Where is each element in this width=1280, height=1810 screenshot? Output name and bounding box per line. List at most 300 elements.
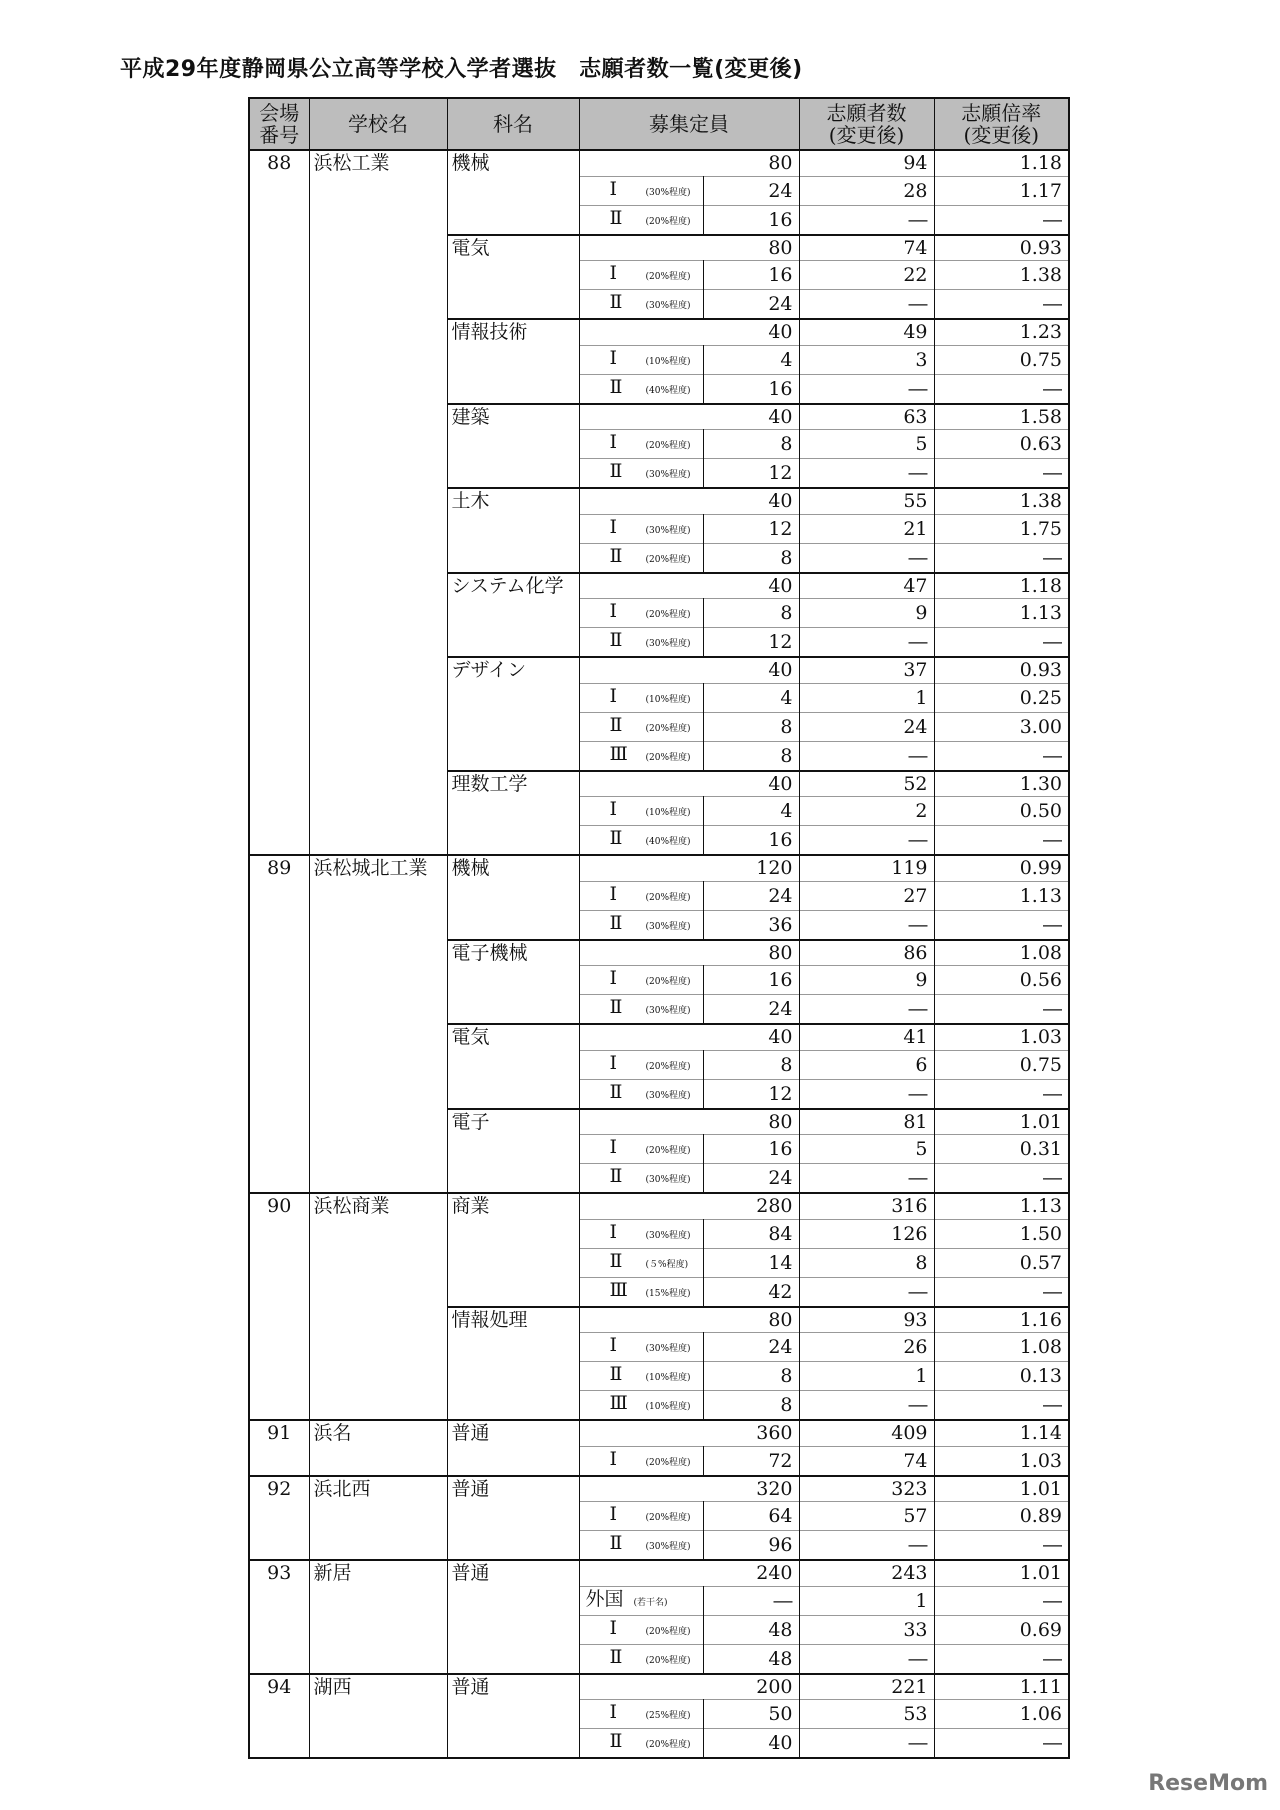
quota-sub: 72 [703, 1446, 799, 1476]
applicants-count: 53 [799, 1700, 934, 1729]
applicants-count: 1 [799, 1586, 934, 1615]
selection-label: Ⅰ [609, 515, 618, 538]
venue-number: 88 [249, 150, 309, 855]
quota-sub: 8 [703, 741, 799, 771]
applicant-ratio: 0.25 [934, 683, 1069, 712]
school-name: 浜松工業 [309, 150, 447, 855]
selection-label: Ⅰ [609, 346, 618, 369]
selection-label: Ⅱ [609, 1363, 623, 1385]
applicant-ratio: 1.30 [934, 771, 1069, 797]
selection-percent: (30%程度) [645, 525, 691, 536]
selection-type [579, 1700, 703, 1729]
selection-type [579, 261, 703, 290]
quota-sub: 12 [703, 1079, 799, 1109]
applicants-count: ― [799, 1644, 934, 1674]
course-name: 商業 [447, 1193, 579, 1307]
quota-total: 120 [579, 855, 799, 881]
selection-percent: (30%程度) [645, 1006, 691, 1016]
applicant-ratio: 1.03 [934, 1024, 1069, 1050]
applicant-ratio: 3.00 [934, 712, 1069, 741]
applicants-count: 1 [799, 1362, 934, 1391]
selection-type [579, 797, 703, 826]
selection-type [579, 1531, 703, 1561]
applicant-ratio: 0.57 [934, 1248, 1069, 1277]
selection-label: Ⅱ [609, 1532, 623, 1554]
quota-total: 320 [579, 1476, 799, 1502]
school-name: 浜松商業 [309, 1193, 447, 1420]
selection-percent: (30%程度) [645, 1542, 691, 1552]
selection-type [579, 1446, 703, 1476]
selection-percent: (20%程度) [645, 1457, 691, 1468]
venue-number: 90 [249, 1193, 309, 1420]
quota-sub: 48 [703, 1644, 799, 1674]
selection-label: Ⅱ [609, 911, 623, 934]
course-name: 電気 [447, 1024, 579, 1109]
quota-sub: 16 [703, 261, 799, 290]
applicant-ratio: ― [934, 1079, 1069, 1109]
applicant-ratio: ― [934, 1277, 1069, 1307]
selection-label: Ⅰ [609, 600, 618, 622]
selection-percent: (30%程度) [645, 187, 691, 198]
selection-percent: (20%程度) [645, 1626, 691, 1637]
applicant-ratio: 0.75 [934, 1050, 1069, 1079]
selection-percent: (20%程度) [645, 216, 691, 227]
applicant-ratio: 1.18 [934, 573, 1069, 599]
applicants-count: 57 [799, 1502, 934, 1531]
quota-total: 40 [579, 488, 799, 514]
applicants-count: 33 [799, 1615, 934, 1644]
quota-total: 80 [579, 1307, 799, 1333]
applicant-ratio: ― [934, 628, 1069, 658]
quota-sub: 50 [703, 1700, 799, 1729]
selection-type [579, 599, 703, 628]
applicant-ratio: 1.01 [934, 1476, 1069, 1502]
selection-type [579, 1248, 703, 1277]
quota-sub: 12 [703, 459, 799, 489]
applicant-ratio: 1.16 [934, 1307, 1069, 1333]
selection-percent: (20%程度) [645, 610, 691, 620]
quota-total: 40 [579, 573, 799, 599]
course-name: 建築 [447, 404, 579, 489]
selection-percent: (40%程度) [645, 385, 691, 396]
quota-sub: 8 [703, 1362, 799, 1391]
applicant-ratio: 1.03 [934, 1446, 1069, 1476]
applicant-ratio: ― [934, 543, 1069, 573]
selection-type [579, 881, 703, 910]
quota-sub: 8 [703, 1391, 799, 1421]
selection-type [579, 1219, 703, 1248]
quota-sub: 4 [703, 797, 799, 826]
applicant-ratio: ― [934, 1531, 1069, 1561]
quota-sub: 4 [703, 683, 799, 712]
table-row [249, 1560, 1069, 1586]
applicants-count: 49 [799, 319, 934, 345]
selection-percent: (20%程度) [645, 1146, 691, 1156]
selection-label: Ⅰ [609, 1503, 618, 1525]
applicants-count: ― [799, 628, 934, 658]
applicant-ratio: ― [934, 1644, 1069, 1674]
quota-total: 200 [579, 1674, 799, 1700]
applicants-count: 86 [799, 940, 934, 966]
course-name: 普通 [447, 1674, 579, 1759]
applicants-count: 37 [799, 657, 934, 683]
applicants-count: 21 [799, 514, 934, 543]
selection-label: Ⅱ [609, 206, 623, 229]
selection-label: Ⅰ [609, 1447, 618, 1470]
selection-type [579, 1079, 703, 1109]
applicants-count: 27 [799, 881, 934, 910]
selection-type [579, 1050, 703, 1079]
selection-type [579, 1277, 703, 1307]
course-name: デザイン [447, 657, 579, 771]
selection-type [579, 1391, 703, 1421]
applicant-ratio: 1.23 [934, 319, 1069, 345]
applicants-count: 2 [799, 797, 934, 826]
course-name: 情報技術 [447, 319, 579, 404]
selection-type [579, 374, 703, 404]
course-name: 機械 [447, 150, 579, 235]
selection-label: Ⅰ [609, 1051, 618, 1074]
table-body [249, 150, 1069, 1758]
selection-label: Ⅰ [609, 1136, 618, 1158]
course-name: 普通 [447, 1476, 579, 1561]
selection-label: Ⅰ [609, 1220, 618, 1243]
selection-percent: (若干名) [633, 1597, 668, 1608]
applicant-ratio: 1.50 [934, 1219, 1069, 1248]
selection-percent: (10%程度) [645, 808, 691, 818]
school-name: 湖西 [309, 1674, 447, 1759]
selection-type [579, 1164, 703, 1194]
quota-sub: 16 [703, 205, 799, 235]
applicant-ratio: 1.01 [934, 1560, 1069, 1586]
table-row [249, 1476, 1069, 1502]
quota-total: 360 [579, 1420, 799, 1446]
selection-percent: (40%程度) [645, 837, 691, 847]
selection-type [579, 712, 703, 741]
header-school: 学校名 [309, 98, 447, 150]
selection-type [579, 1615, 703, 1644]
quota-sub: 8 [703, 599, 799, 628]
school-name: 浜松城北工業 [309, 855, 447, 1193]
applicants-count: ― [799, 741, 934, 771]
selection-type [579, 1644, 703, 1674]
course-name: 普通 [447, 1560, 579, 1674]
selection-label: Ⅱ [609, 713, 623, 736]
applicants-count: ― [799, 1277, 934, 1307]
quota-total: 80 [579, 235, 799, 261]
selection-type [579, 205, 703, 235]
applicant-ratio: ― [934, 290, 1069, 320]
applicants-count: 74 [799, 235, 934, 261]
selection-type [579, 966, 703, 995]
applicants-count: ― [799, 910, 934, 940]
quota-sub: 24 [703, 1333, 799, 1362]
applicants-count: ― [799, 290, 934, 320]
quota-sub: 24 [703, 176, 799, 205]
quota-sub: 24 [703, 881, 799, 910]
selection-percent: (30%程度) [645, 470, 691, 480]
applicant-ratio: ― [934, 459, 1069, 489]
selection-percent: (20%程度) [645, 554, 691, 565]
applicants-count: 5 [799, 430, 934, 459]
selection-percent: (30%程度) [645, 1230, 691, 1241]
applicants-count: 5 [799, 1135, 934, 1164]
applicant-ratio: 0.31 [934, 1135, 1069, 1164]
quota-sub: 24 [703, 1164, 799, 1194]
applicant-ratio: 0.63 [934, 430, 1069, 459]
resemom-logo: ReseMom [1148, 1771, 1268, 1796]
quota-sub: 40 [703, 1729, 799, 1759]
quota-sub: 8 [703, 712, 799, 741]
selection-type [579, 543, 703, 573]
selection-label: Ⅰ [609, 1616, 618, 1639]
applicant-ratio: 0.89 [934, 1502, 1069, 1531]
quota-sub: 12 [703, 628, 799, 658]
selection-percent: (30%程度) [645, 301, 691, 311]
selection-label: 外国 [585, 1587, 624, 1610]
page-title: 平成29年度静岡県公立高等学校入学者選抜 志願者数一覧(変更後) [120, 57, 803, 82]
selection-label: Ⅱ [609, 996, 623, 1018]
applicants-count: ― [799, 1079, 934, 1109]
selection-type [579, 683, 703, 712]
course-name: システム化学 [447, 573, 579, 658]
applicant-ratio: 0.93 [934, 235, 1069, 261]
selection-label: Ⅱ [609, 1165, 623, 1187]
applicant-ratio: 1.14 [934, 1420, 1069, 1446]
applicants-count: ― [799, 374, 934, 404]
quota-sub: 42 [703, 1277, 799, 1307]
selection-percent: (20%程度) [645, 977, 691, 987]
applicants-count: 93 [799, 1307, 934, 1333]
applicants-count: 22 [799, 261, 934, 290]
quota-sub: 4 [703, 345, 799, 374]
applicant-ratio: 1.06 [934, 1700, 1069, 1729]
applicants-count: ― [799, 459, 934, 489]
applicant-ratio: 0.99 [934, 855, 1069, 881]
applicants-count: 3 [799, 345, 934, 374]
quota-total: 40 [579, 771, 799, 797]
applicant-ratio: 1.17 [934, 176, 1069, 205]
selection-label: Ⅱ [609, 1249, 623, 1272]
table-row [249, 855, 1069, 881]
selection-type [579, 514, 703, 543]
selection-type [579, 1586, 703, 1615]
selection-type [579, 1333, 703, 1362]
applicants-count: ― [799, 1531, 934, 1561]
venue-number: 92 [249, 1476, 309, 1561]
quota-sub: 8 [703, 430, 799, 459]
applicant-ratio: ― [934, 1729, 1069, 1759]
selection-label: Ⅱ [609, 1730, 623, 1752]
applicant-ratio: 1.08 [934, 940, 1069, 966]
selection-percent: (30%程度) [645, 639, 691, 649]
quota-total: 40 [579, 319, 799, 345]
quota-sub: 36 [703, 910, 799, 940]
selection-label: Ⅲ [609, 1392, 628, 1414]
selection-type [579, 1362, 703, 1391]
quota-sub: 16 [703, 1135, 799, 1164]
applicant-ratio: 0.13 [934, 1362, 1069, 1391]
header-quota: 募集定員 [579, 98, 799, 150]
selection-percent: (20%程度) [645, 272, 691, 282]
applicants-count: 126 [799, 1219, 934, 1248]
quota-sub: 16 [703, 374, 799, 404]
table-row [249, 1420, 1069, 1446]
course-name: 普通 [447, 1420, 579, 1476]
applicants-count: ― [799, 205, 934, 235]
selection-percent: (10%程度) [645, 1402, 691, 1412]
course-name: 電子 [447, 1109, 579, 1194]
quota-total: 240 [579, 1560, 799, 1586]
course-name: 土木 [447, 488, 579, 573]
applicants-count: 28 [799, 176, 934, 205]
applicants-count: 6 [799, 1050, 934, 1079]
selection-type [579, 910, 703, 940]
selection-percent: (５%程度) [645, 1259, 689, 1270]
selection-percent: (30%程度) [645, 1175, 691, 1185]
selection-percent: (25%程度) [645, 1711, 691, 1721]
applicants-count: 41 [799, 1024, 934, 1050]
selection-percent: (30%程度) [645, 1344, 691, 1354]
course-name: 情報処理 [447, 1307, 579, 1421]
applicants-count: 9 [799, 599, 934, 628]
applicants-count: 52 [799, 771, 934, 797]
selection-percent: (20%程度) [645, 1740, 691, 1750]
selection-percent: (10%程度) [645, 356, 691, 367]
applicant-ratio: 1.58 [934, 404, 1069, 430]
selection-type [579, 1502, 703, 1531]
applicants-count: ― [799, 826, 934, 856]
applicants-count: 323 [799, 1476, 934, 1502]
selection-percent: (20%程度) [645, 892, 691, 903]
selection-type [579, 1135, 703, 1164]
quota-sub: 14 [703, 1248, 799, 1277]
school-name: 浜名 [309, 1420, 447, 1476]
selection-type [579, 290, 703, 320]
applicant-ratio: 1.11 [934, 1674, 1069, 1700]
selection-type [579, 741, 703, 771]
selection-label: Ⅲ [609, 1278, 628, 1301]
quota-sub: 64 [703, 1502, 799, 1531]
selection-percent: (10%程度) [645, 1373, 691, 1383]
selection-percent: (20%程度) [645, 752, 691, 763]
applicant-ratio: 1.75 [934, 514, 1069, 543]
selection-label: Ⅱ [609, 544, 623, 567]
selection-type [579, 628, 703, 658]
applicant-ratio: 1.18 [934, 150, 1069, 176]
applicants-count: ― [799, 1391, 934, 1421]
applicant-ratio: ― [934, 995, 1069, 1025]
applicant-ratio: ― [934, 1391, 1069, 1421]
selection-label: Ⅰ [609, 684, 618, 707]
quota-sub: 12 [703, 514, 799, 543]
applicants-count: 26 [799, 1333, 934, 1362]
quota-total: 40 [579, 657, 799, 683]
course-name: 機械 [447, 855, 579, 940]
quota-total: 280 [579, 1193, 799, 1219]
selection-percent: (15%程度) [645, 1288, 691, 1299]
quota-sub: 16 [703, 826, 799, 856]
applicant-ratio: 1.13 [934, 881, 1069, 910]
table-row [249, 150, 1069, 176]
course-name: 電気 [447, 235, 579, 320]
course-name: 電子機械 [447, 940, 579, 1025]
applicant-ratio: 0.56 [934, 966, 1069, 995]
selection-percent: (10%程度) [645, 694, 691, 705]
table-row [249, 1193, 1069, 1219]
quota-total: 80 [579, 1109, 799, 1135]
applicant-ratio: 0.69 [934, 1615, 1069, 1644]
applicants-count: ― [799, 995, 934, 1025]
table-header-row [249, 98, 1069, 150]
selection-type [579, 430, 703, 459]
applicant-ratio: 0.75 [934, 345, 1069, 374]
selection-percent: (20%程度) [645, 1655, 691, 1666]
applicant-ratio: ― [934, 1164, 1069, 1194]
applicants-count: 243 [799, 1560, 934, 1586]
selection-label: Ⅱ [609, 629, 623, 651]
quota-sub: 8 [703, 1050, 799, 1079]
applicant-ratio: ― [934, 910, 1069, 940]
selection-label: Ⅰ [609, 1334, 618, 1356]
selection-type [579, 1729, 703, 1759]
applicants-table [248, 97, 1070, 1759]
applicant-ratio: 1.08 [934, 1333, 1069, 1362]
venue-number: 89 [249, 855, 309, 1193]
applicant-ratio: ― [934, 205, 1069, 235]
quota-total: 40 [579, 1024, 799, 1050]
applicant-ratio: 1.38 [934, 488, 1069, 514]
applicant-ratio: ― [934, 826, 1069, 856]
selection-label: Ⅱ [609, 460, 623, 482]
applicants-count: 74 [799, 1446, 934, 1476]
selection-label: Ⅰ [609, 798, 618, 820]
selection-label: Ⅰ [609, 967, 618, 989]
quota-total: 40 [579, 404, 799, 430]
selection-type [579, 459, 703, 489]
header-venue-no: 会場番号 [249, 98, 309, 150]
applicants-count: 119 [799, 855, 934, 881]
selection-percent: (20%程度) [645, 723, 691, 734]
selection-label: Ⅰ [609, 262, 618, 284]
applicants-count: 24 [799, 712, 934, 741]
selection-type [579, 826, 703, 856]
selection-label: Ⅰ [609, 177, 618, 200]
applicants-count: 221 [799, 1674, 934, 1700]
applicants-count: 47 [799, 573, 934, 599]
applicants-count: 316 [799, 1193, 934, 1219]
course-name: 理数工学 [447, 771, 579, 856]
applicant-ratio: 1.13 [934, 1193, 1069, 1219]
quota-sub: 16 [703, 966, 799, 995]
applicants-count: ― [799, 1164, 934, 1194]
selection-label: Ⅰ [609, 431, 618, 453]
selection-percent: (20%程度) [645, 1513, 691, 1523]
venue-number: 94 [249, 1674, 309, 1759]
selection-label: Ⅱ [609, 375, 623, 398]
quota-sub: 24 [703, 290, 799, 320]
applicants-count: 94 [799, 150, 934, 176]
venue-number: 93 [249, 1560, 309, 1674]
header-applicants: 志願者数(変更後) [799, 98, 934, 150]
applicants-count: 8 [799, 1248, 934, 1277]
applicants-count: 63 [799, 404, 934, 430]
selection-type [579, 345, 703, 374]
applicants-count: 81 [799, 1109, 934, 1135]
venue-number: 91 [249, 1420, 309, 1476]
school-name: 浜北西 [309, 1476, 447, 1561]
selection-label: Ⅱ [609, 827, 623, 849]
